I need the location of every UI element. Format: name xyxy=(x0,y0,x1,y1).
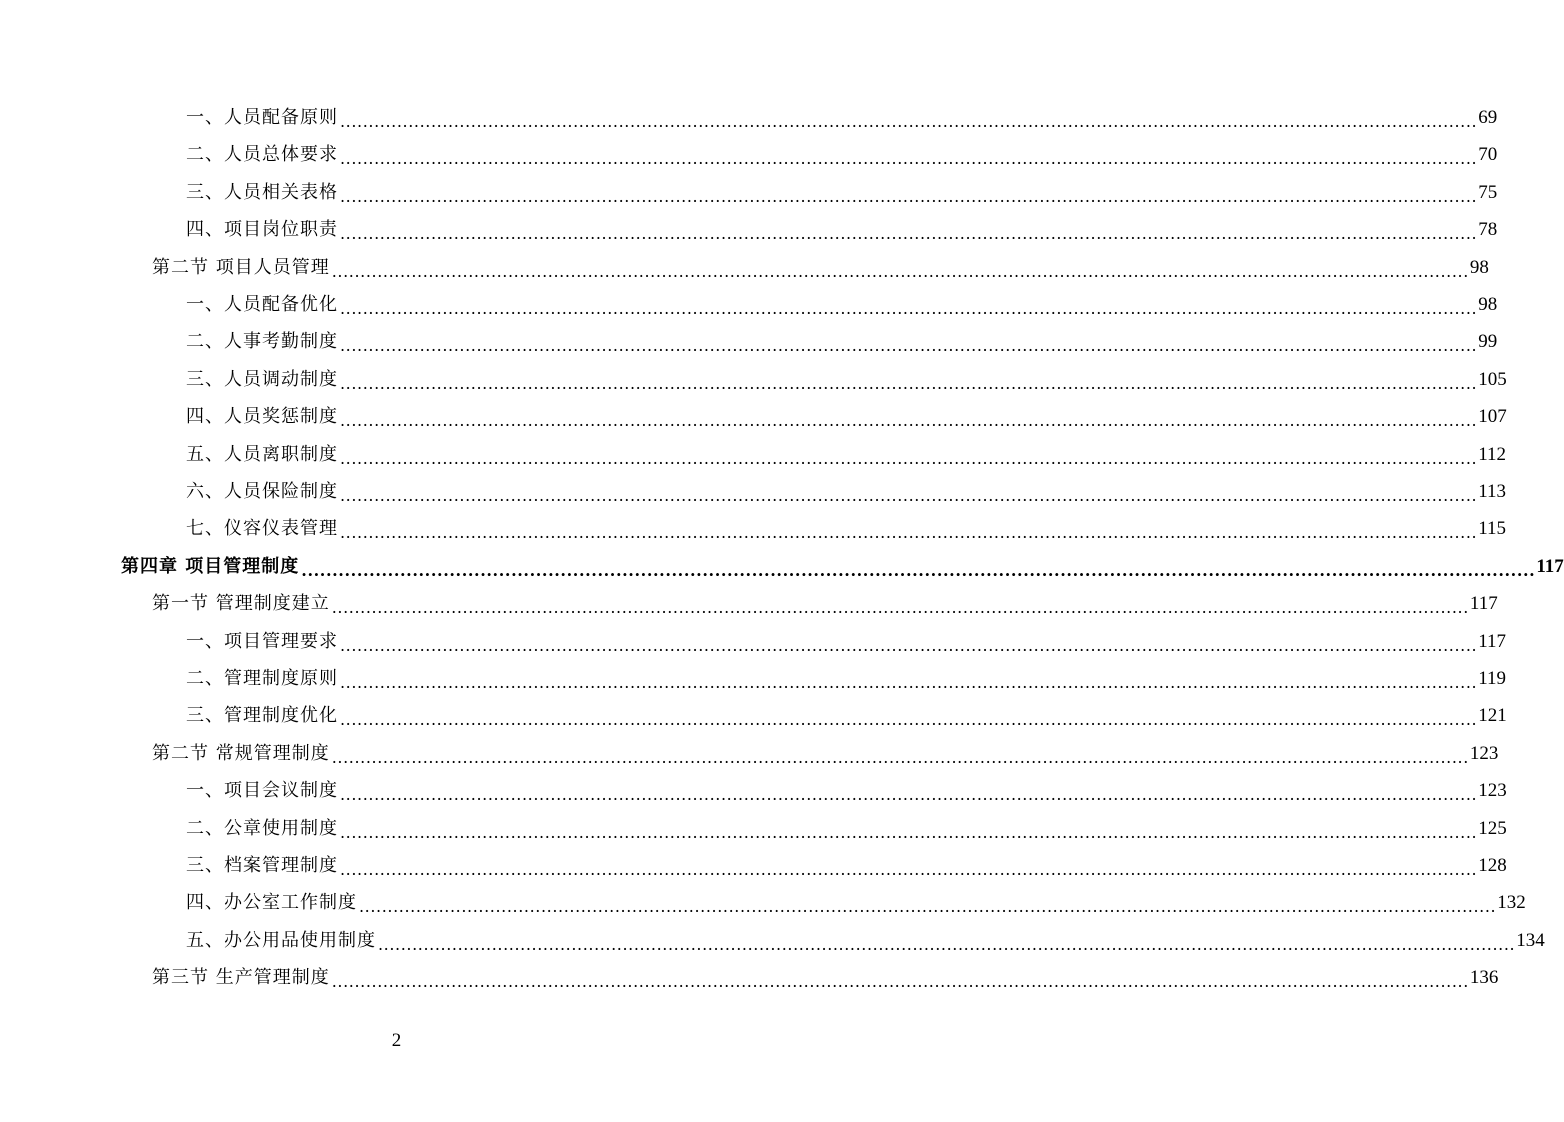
page-number: 2 xyxy=(391,1030,402,1051)
toc-entry-page-number: 117 xyxy=(1536,555,1564,577)
toc-leader-dots: ........................................................................................................................................................................................................ xyxy=(340,635,1478,655)
toc-item-entry[interactable] xyxy=(186,361,1507,398)
toc-leader-dots: ........................................................................................................................................................................................................ xyxy=(359,897,1497,917)
toc-entry-page-number: 123 xyxy=(1478,780,1507,802)
toc-entry-page-number: 119 xyxy=(1478,668,1506,689)
toc-item-entry[interactable] xyxy=(186,436,1506,473)
toc-leader-dots: ........................................................................................................................................................................................................ xyxy=(340,486,1478,505)
toc-entry-page-number: 132 xyxy=(1497,892,1526,914)
toc-entry-page-number: 98 xyxy=(1469,256,1489,278)
toc-entry-title: 五、办公用品使用制度 xyxy=(186,929,376,951)
toc-leader-dots: ........................................................................................................................................................................................................ xyxy=(340,299,1478,318)
toc-entry-page-number: 70 xyxy=(1478,144,1498,166)
toc-entry-title: 第四章 项目管理制度 xyxy=(121,555,300,577)
toc-leader-dots: ........................................................................................................................................................................................................ xyxy=(340,822,1478,842)
toc-item-entry[interactable] xyxy=(186,136,1498,173)
toc-entry-page-number: 128 xyxy=(1478,855,1507,876)
toc-leader-dots: ........................................................................................................................................................................................................ xyxy=(340,112,1478,131)
toc-item-entry[interactable] xyxy=(186,772,1507,809)
toc-entry-page-number: 113 xyxy=(1478,481,1506,502)
toc-item-entry[interactable] xyxy=(186,847,1507,884)
toc-entry-title: 第二节 项目人员管理 xyxy=(152,256,330,278)
toc-entry-page-number: 115 xyxy=(1478,518,1506,540)
toc-entry-page-number: 105 xyxy=(1478,368,1507,390)
toc-entry-title: 第一节 管理制度建立 xyxy=(152,593,330,615)
toc-leader-dots: ........................................................................................................................................................................................................ xyxy=(340,224,1478,244)
toc-section-entry[interactable] xyxy=(152,959,1499,996)
toc-entry-title: 一、项目会议制度 xyxy=(186,780,338,802)
toc-entry-title: 二、人员总体要求 xyxy=(186,144,338,166)
toc-leader-dots: ........................................................................................................................................................................................................ xyxy=(340,523,1478,543)
toc-leader-dots: ........................................................................................................................................................................................................ xyxy=(340,149,1478,169)
toc-leader-dots: ........................................................................................................................................................................................................ xyxy=(340,411,1478,431)
toc-entry-page-number: 75 xyxy=(1478,181,1498,203)
toc-entry-page-number: 134 xyxy=(1516,929,1545,951)
toc-entry-page-number: 117 xyxy=(1469,593,1498,615)
toc-entry-title: 二、公章使用制度 xyxy=(186,817,338,839)
toc-item-entry[interactable] xyxy=(186,99,1498,136)
toc-entry-title: 四、人员奖惩制度 xyxy=(186,406,338,428)
toc-leader-dots: ........................................................................................................................................................................................................ xyxy=(340,186,1478,206)
toc-entry-title: 五、人员离职制度 xyxy=(186,443,338,465)
toc-leader-dots: ........................................................................................................................................................................................................ xyxy=(340,785,1478,805)
toc-entry-page-number: 78 xyxy=(1478,219,1498,241)
toc-entry-title: 七、仪容仪表管理 xyxy=(186,518,338,540)
toc-entry-page-number: 69 xyxy=(1478,107,1498,128)
toc-leader-dots: ........................................................................................................................................................................................................ xyxy=(331,972,1469,992)
toc-item-entry[interactable] xyxy=(186,660,1506,697)
toc-leader-dots: ........................................................................................................................................................................................................ xyxy=(340,673,1478,692)
toc-leader-dots: ........................................................................................................................................................................................................ xyxy=(301,560,1536,580)
toc-section-entry[interactable] xyxy=(152,735,1499,772)
toc-section-entry[interactable] xyxy=(152,249,1489,286)
toc-leader-dots: ........................................................................................................................................................................................................ xyxy=(340,710,1478,730)
toc-leader-dots: ........................................................................................................................................................................................................ xyxy=(340,860,1478,879)
toc-entry-title: 三、档案管理制度 xyxy=(186,855,338,876)
toc-item-entry[interactable] xyxy=(186,922,1545,959)
toc-item-entry[interactable] xyxy=(186,623,1506,660)
toc-entry-page-number: 121 xyxy=(1478,705,1507,727)
toc-entry-title: 一、人员配备原则 xyxy=(186,107,338,128)
toc-entry-title: 三、人员调动制度 xyxy=(186,368,338,390)
toc-entry-page-number: 107 xyxy=(1478,406,1507,428)
toc-leader-dots: ........................................................................................................................................................................................................ xyxy=(340,448,1478,468)
toc-item-entry[interactable] xyxy=(186,398,1507,435)
toc-item-entry[interactable] xyxy=(186,884,1526,921)
toc-leader-dots: ........................................................................................................................................................................................................ xyxy=(340,336,1478,356)
toc-entry-title: 第二节 常规管理制度 xyxy=(152,742,330,764)
toc-entry-page-number: 117 xyxy=(1478,630,1506,652)
toc-entry-title: 三、人员相关表格 xyxy=(186,181,338,203)
toc-item-entry[interactable] xyxy=(186,323,1498,360)
toc-entry-title: 四、项目岗位职责 xyxy=(186,219,338,241)
toc-entry-title: 第三节 生产管理制度 xyxy=(152,967,330,989)
toc-item-entry[interactable] xyxy=(186,510,1506,547)
toc-entry-page-number: 123 xyxy=(1469,742,1499,764)
toc-item-entry[interactable] xyxy=(186,697,1507,734)
toc-item-entry[interactable] xyxy=(186,286,1498,323)
toc-leader-dots: ........................................................................................................................................................................................................ xyxy=(331,261,1469,281)
toc-item-entry[interactable] xyxy=(186,473,1506,510)
toc-item-entry[interactable] xyxy=(186,174,1498,211)
toc-item-entry[interactable] xyxy=(186,211,1498,248)
toc-entry-page-number: 136 xyxy=(1469,967,1499,989)
toc-chapter-entry[interactable] xyxy=(121,548,1564,585)
toc-entry-title: 一、人员配备优化 xyxy=(186,294,338,315)
toc-leader-dots: ........................................................................................................................................................................................................ xyxy=(378,934,1516,954)
toc-entry-title: 六、人员保险制度 xyxy=(186,481,338,502)
toc-entry-title: 三、管理制度优化 xyxy=(186,705,338,727)
toc-entry-page-number: 112 xyxy=(1478,443,1506,465)
toc-entry-title: 二、管理制度原则 xyxy=(186,668,338,689)
toc-entry-title: 二、人事考勤制度 xyxy=(186,331,338,353)
toc-entry-page-number: 99 xyxy=(1478,331,1498,353)
toc-entry-title: 一、项目管理要求 xyxy=(186,630,338,652)
toc-leader-dots: ........................................................................................................................................................................................................ xyxy=(331,747,1469,767)
toc-leader-dots: ........................................................................................................................................................................................................ xyxy=(331,598,1469,618)
toc-entry-page-number: 125 xyxy=(1478,817,1507,839)
toc-leader-dots: ........................................................................................................................................................................................................ xyxy=(340,373,1478,393)
toc-section-entry[interactable] xyxy=(152,585,1498,622)
toc-entry-title: 四、办公室工作制度 xyxy=(186,892,357,914)
toc-entry-page-number: 98 xyxy=(1478,294,1498,315)
toc-item-entry[interactable] xyxy=(186,810,1507,847)
